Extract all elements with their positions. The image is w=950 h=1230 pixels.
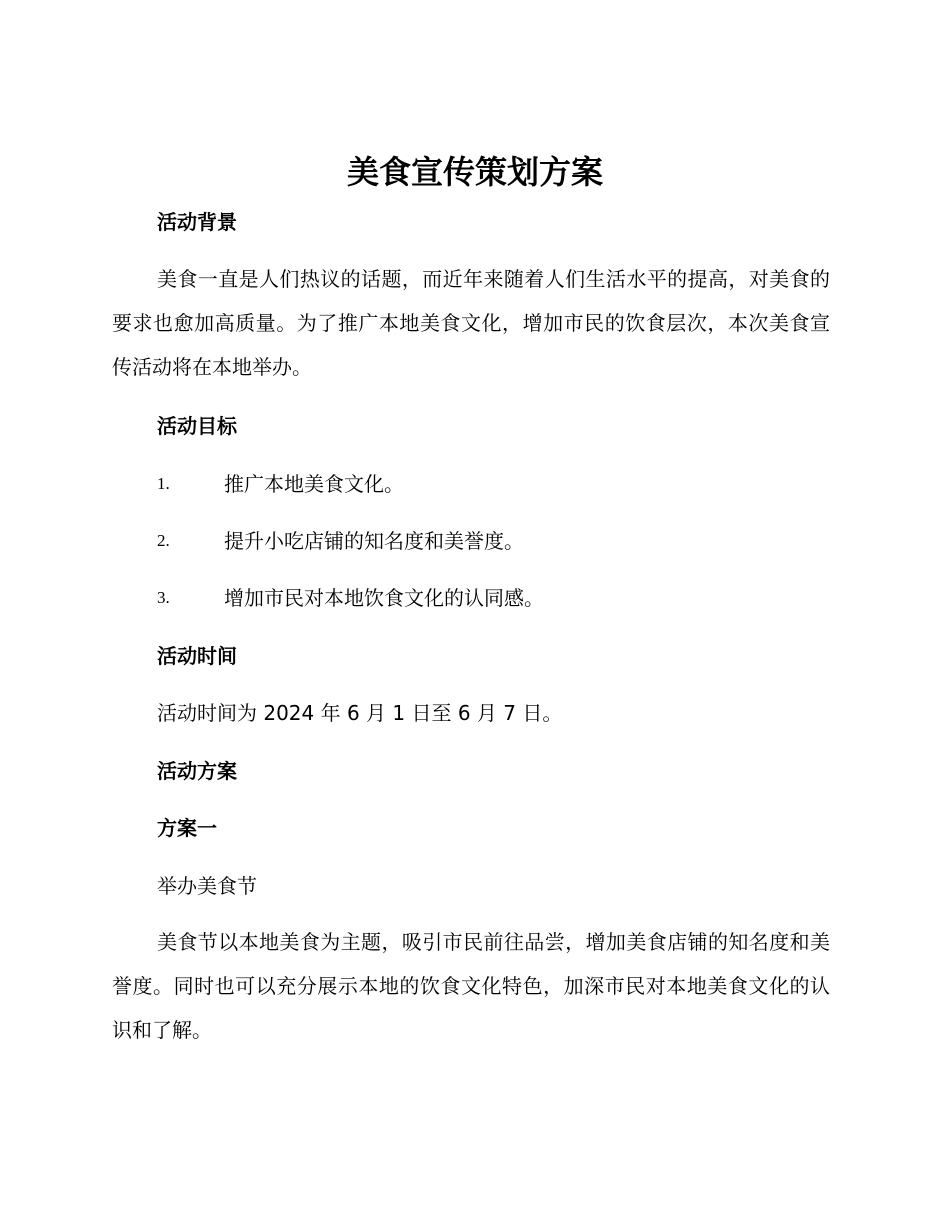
list-text: 提升小吃店铺的知名度和美誉度。 — [224, 529, 524, 553]
section-heading-plan: 活动方案 — [157, 759, 237, 783]
background-paragraph: 美食一直是人们热议的话题，而近年来随着人们生活水平的提高，对美食的要求也愈加高质量。为了推广本地美食文化，增加市民的饮食层次，本次美食宣传活动将在本地举办。 — [112, 267, 830, 379]
section-heading-background: 活动背景 — [157, 210, 237, 234]
time-text: 活动时间为 2024 年 6 月 1 日至 6 月 7 日。 — [157, 701, 563, 725]
list-text: 增加市民对本地饮食文化的认同感。 — [224, 586, 544, 610]
section-heading-goals: 活动目标 — [157, 414, 237, 438]
plan-subheading: 方案一 — [157, 816, 217, 840]
list-text: 推广本地美食文化。 — [224, 472, 404, 496]
document-title: 美食宣传策划方案 — [346, 153, 603, 191]
list-number: 1. — [157, 474, 170, 493]
plan-item-title: 举办美食节 — [157, 874, 257, 898]
list-number: 3. — [157, 588, 170, 607]
section-heading-time: 活动时间 — [157, 644, 237, 668]
plan-paragraph: 美食节以本地美食为主题，吸引市民前往品尝，增加美食店铺的知名度和美誉度。同时也可以充分展示本地的饮食文化特色，加深市民对本地美食文化的认识和了解。 — [112, 930, 830, 1042]
list-number: 2. — [157, 531, 170, 550]
